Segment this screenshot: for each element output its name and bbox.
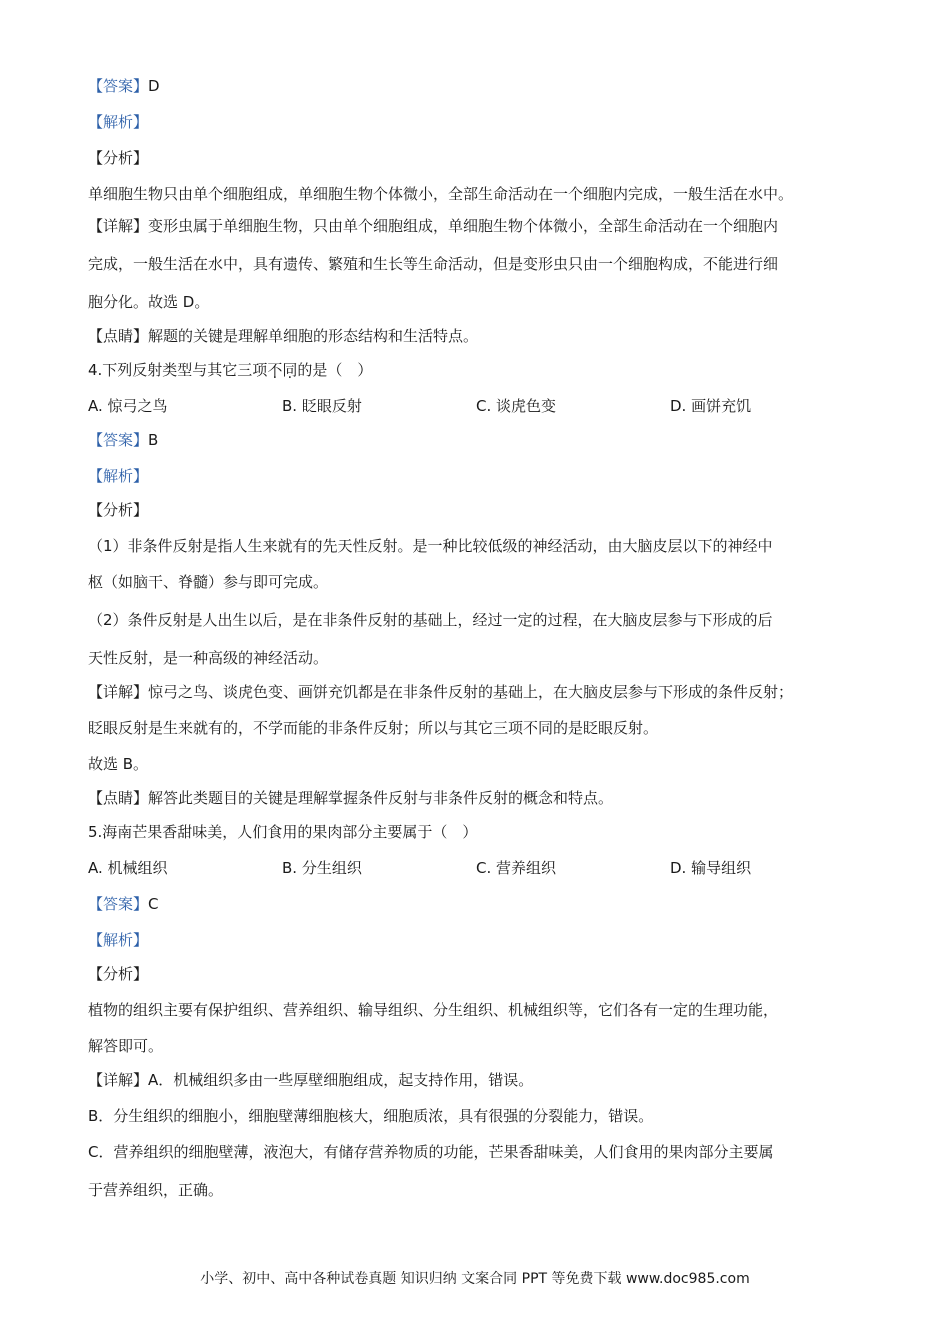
q4-answer-line: [88, 430, 158, 450]
q4-stem-post: 的是（ ）: [297, 361, 373, 379]
q4-option-d: D. 画饼充饥: [670, 397, 752, 415]
comment-text: 解题的关键是理解单细胞的形态结构和生活特点。: [148, 327, 479, 345]
q4-comment-line: [88, 788, 613, 808]
detail-text: 惊弓之鸟、谈虎色变、画饼充饥都是在非条件反射的基础上，在大脑皮层参与下形成的条件反射；: [148, 683, 794, 701]
q4-fenxi-line-1: （1）非条件反射是指人生来就有的先天性反射。是一种比较低级的神经活动，由大脑皮层以下的神经中: [88, 537, 773, 555]
q4-analysis-tag: 【解析】: [88, 467, 149, 485]
q3-detail-line-2: 完成，一般生活在水中，具有遗传、繁殖和生长等生命活动，但是变形虫只由一个细胞构成，不能进行细: [88, 255, 779, 273]
q3-detail-line-3: 胞分化。故选 D。: [88, 293, 210, 311]
q5-stem: 5.海南芒果香甜味美，人们食用的果肉部分主要属于（ ）: [88, 823, 478, 841]
detail-text: A．机械组织多由一些厚壁细胞组成，起支持作用，错误。: [148, 1071, 534, 1089]
emphasis-char-2: 同: [282, 361, 298, 379]
detail-tag: 【详解】: [88, 1071, 149, 1089]
q4-detail-line-2: 眨眼反射是生来就有的，不学而能的非条件反射；所以与其它三项不同的是眨眼反射。: [88, 719, 659, 737]
q5-fenxi-line-2: 解答即可。: [88, 1037, 164, 1055]
detail-tag: 【详解】: [88, 683, 149, 701]
q4-stem-pre: 4.下列反射类型与其它三项: [88, 361, 268, 379]
q4-fenxi-line-2: 枢（如脑干、脊髓）参与即可完成。: [88, 573, 329, 591]
answer-tag: 【答案】: [88, 431, 149, 449]
comment-tag: 【点睛】: [88, 789, 149, 807]
q4-fenxi-line-3: （2）条件反射是人出生以后，是在非条件反射的基础上，经过一定的过程，在大脑皮层参与下形成的后: [88, 611, 773, 629]
comment-tag: 【点睛】: [88, 327, 149, 345]
q4-fenxi-tag: 【分析】: [88, 501, 149, 519]
q5-detail-line-4: 于营养组织，正确。: [88, 1181, 224, 1199]
q5-detail-line: [88, 1070, 533, 1090]
q3-fenxi-tag: 【分析】: [88, 149, 149, 167]
q3-analysis-tag: 【解析】: [88, 113, 149, 131]
q4-option-b: B. 眨眼反射: [282, 397, 362, 415]
q5-fenxi-tag: 【分析】: [88, 965, 149, 983]
q5-fenxi-line-1: 植物的组织主要有保护组织、营养组织、输导组织、分生组织、机械组织等，它们各有一定的生理功能，: [88, 1001, 779, 1019]
q3-comment-line: [88, 326, 478, 346]
emphasis-char-1: 不: [267, 361, 283, 379]
q3-answer-line: [88, 76, 160, 96]
answer-value: D: [148, 77, 160, 95]
q5-answer-line: [88, 894, 159, 914]
q5-option-b: B. 分生组织: [282, 859, 362, 877]
answer-value: B: [148, 431, 159, 449]
answer-value: C: [148, 895, 159, 913]
detail-tag: 【详解】: [88, 217, 149, 235]
answer-tag: 【答案】: [88, 77, 149, 95]
q5-option-a: A. 机械组织: [88, 859, 168, 877]
q5-option-d: D. 输导组织: [670, 859, 752, 877]
q4-detail-line: [88, 682, 793, 702]
q4-stem: [88, 360, 372, 380]
q5-option-c: C. 营养组织: [476, 859, 557, 877]
answer-tag: 【答案】: [88, 895, 149, 913]
comment-text: 解答此类题目的关键是理解掌握条件反射与非条件反射的概念和特点。: [148, 789, 614, 807]
detail-text: 变形虫属于单细胞生物，只由单个细胞组成，单细胞生物个体微小，全部生命活动在一个细胞内: [148, 217, 779, 235]
q4-option-a: A. 惊弓之鸟: [88, 397, 168, 415]
q5-detail-line-3: C．营养组织的细胞壁薄，液泡大，有储存营养物质的功能，芒果香甜味美，人们食用的果肉部分主要属: [88, 1143, 774, 1161]
q3-detail-line: [88, 216, 778, 236]
q5-analysis-tag: 【解析】: [88, 931, 149, 949]
q5-detail-line-2: B．分生组织的细胞小，细胞壁薄细胞核大，细胞质浓，具有很强的分裂能力，错误。: [88, 1107, 654, 1125]
q4-conclusion: 故选 B。: [88, 755, 149, 773]
page-footer: 小学、初中、高中各种试卷真题 知识归纳 文案合同 PPT 等免费下载 www.doc985.com: [200, 1271, 750, 1287]
q4-fenxi-line-4: 天性反射，是一种高级的神经活动。: [88, 649, 329, 667]
q3-fenxi-text: 单细胞生物只由单个细胞组成，单细胞生物个体微小，全部生命活动在一个细胞内完成，一般生活在水中。: [88, 185, 794, 203]
q4-option-c: C. 谈虎色变: [476, 397, 557, 415]
